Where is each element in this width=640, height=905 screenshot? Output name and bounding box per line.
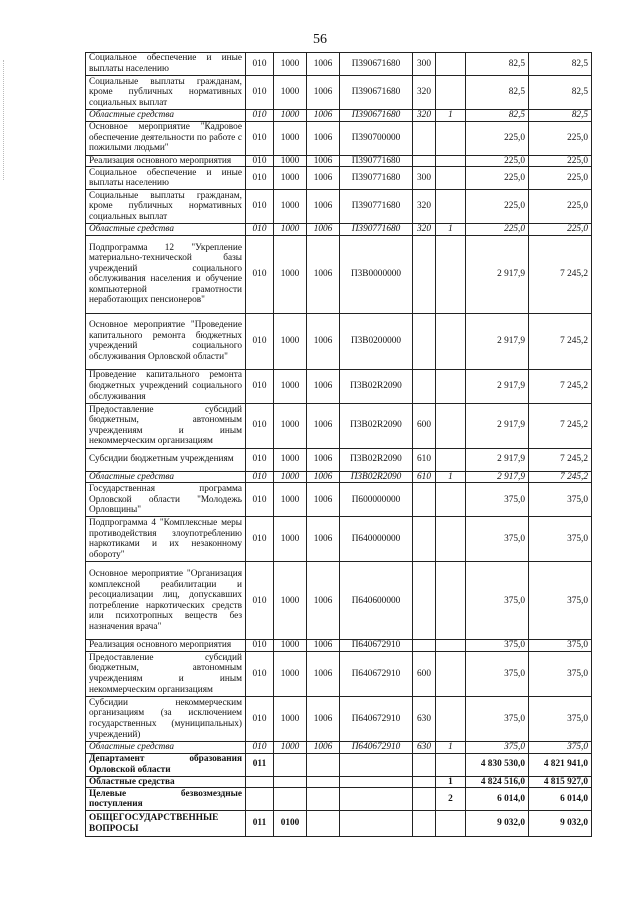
- row-target-article: П640672910: [340, 640, 413, 652]
- row-expense-type: 600: [413, 403, 436, 448]
- row-subsection-code: 1006: [307, 562, 340, 640]
- row-grbs-code: 010: [246, 53, 274, 76]
- row-section-code: 1000: [274, 562, 307, 640]
- row-section-code: 1000: [274, 167, 307, 190]
- row-section-code: 1000: [274, 741, 307, 753]
- row-amount-year2: 375,0: [529, 741, 592, 753]
- row-subsection-code: 1006: [307, 741, 340, 753]
- row-amount-year1: 2 917,9: [466, 471, 529, 483]
- row-amount-year1: 375,0: [466, 517, 529, 562]
- row-subsection-code: 1006: [307, 651, 340, 696]
- table-row: [86, 448, 592, 471]
- row-subsection-code: [307, 753, 340, 776]
- row-grbs-code: [246, 776, 274, 788]
- row-target-article: П640000000: [340, 517, 413, 562]
- row-section-code: [274, 753, 307, 776]
- row-expense-type: [413, 235, 436, 313]
- row-subsection-code: 1006: [307, 640, 340, 652]
- row-amount-year1: 225,0: [466, 167, 529, 190]
- row-section-code: 1000: [274, 121, 307, 155]
- row-amount-year1: 375,0: [466, 483, 529, 517]
- row-grbs-code: 010: [246, 76, 274, 110]
- row-amount-year1: 82,5: [466, 53, 529, 76]
- row-name: Областные средства: [86, 776, 246, 788]
- row-grbs-code: 011: [246, 811, 274, 837]
- row-subsection-code: 1006: [307, 190, 340, 224]
- row-grbs-code: 010: [246, 483, 274, 517]
- row-grbs-code: 010: [246, 190, 274, 224]
- row-amount-year1: 225,0: [466, 155, 529, 167]
- row-funding-source: [436, 562, 466, 640]
- row-funding-source: 1: [436, 741, 466, 753]
- row-target-article: П640672910: [340, 741, 413, 753]
- row-subsection-code: 1006: [307, 471, 340, 483]
- row-amount-year2: 7 245,2: [529, 471, 592, 483]
- row-section-code: 1000: [274, 313, 307, 369]
- row-amount-year1: 2 917,9: [466, 313, 529, 369]
- row-amount-year2: 375,0: [529, 696, 592, 741]
- row-name: Областные средства: [86, 110, 246, 122]
- row-grbs-code: 011: [246, 753, 274, 776]
- row-amount-year2: 375,0: [529, 562, 592, 640]
- row-funding-source: 2: [436, 788, 466, 811]
- row-grbs-code: 010: [246, 696, 274, 741]
- row-funding-source: [436, 53, 466, 76]
- row-funding-source: [436, 483, 466, 517]
- row-expense-type: 610: [413, 448, 436, 471]
- row-amount-year2: 375,0: [529, 517, 592, 562]
- row-amount-year1: 4 830 530,0: [466, 753, 529, 776]
- row-name: Подпрограмма 12 "Укрепление материально-технической базы учреждений социального обслуживания населения и обучение компьютерной грамотности неработающих пенсионеров": [86, 235, 246, 313]
- row-grbs-code: 010: [246, 562, 274, 640]
- row-subsection-code: 1006: [307, 403, 340, 448]
- row-name: Социальное обеспечение и иные выплаты населению: [86, 53, 246, 76]
- row-expense-type: 320: [413, 224, 436, 236]
- row-amount-year2: 375,0: [529, 651, 592, 696]
- row-expense-type: [413, 369, 436, 403]
- row-funding-source: [436, 651, 466, 696]
- row-expense-type: 600: [413, 651, 436, 696]
- row-amount-year1: 4 824 516,0: [466, 776, 529, 788]
- row-name: Социальные выплаты гражданам, кроме публичных нормативных социальных выплат: [86, 190, 246, 224]
- row-name: Реализация основного мероприятия: [86, 155, 246, 167]
- row-target-article: П390771680: [340, 190, 413, 224]
- row-target-article: П640600000: [340, 562, 413, 640]
- row-funding-source: 1: [436, 224, 466, 236]
- row-section-code: 1000: [274, 471, 307, 483]
- row-funding-source: [436, 640, 466, 652]
- row-amount-year2: 82,5: [529, 110, 592, 122]
- page-number: 56: [313, 32, 327, 47]
- row-grbs-code: 010: [246, 155, 274, 167]
- row-amount-year2: 225,0: [529, 190, 592, 224]
- row-section-code: 1000: [274, 155, 307, 167]
- row-target-article: П390771680: [340, 224, 413, 236]
- row-section-code: 1000: [274, 696, 307, 741]
- row-amount-year2: 82,5: [529, 76, 592, 110]
- row-subsection-code: 1006: [307, 155, 340, 167]
- row-grbs-code: 010: [246, 121, 274, 155]
- scan-edge-mark: [3, 60, 5, 180]
- row-grbs-code: 010: [246, 517, 274, 562]
- row-section-code: 1000: [274, 369, 307, 403]
- table-row: [86, 369, 592, 403]
- row-subsection-code: 1006: [307, 224, 340, 236]
- row-amount-year1: 2 917,9: [466, 235, 529, 313]
- row-name: Предоставление субсидий бюджетным, автономным учреждениям и иным некоммерческим организациям: [86, 651, 246, 696]
- row-expense-type: 320: [413, 110, 436, 122]
- row-section-code: 1000: [274, 224, 307, 236]
- row-subsection-code: 1006: [307, 110, 340, 122]
- row-funding-source: [436, 448, 466, 471]
- row-target-article: [340, 753, 413, 776]
- row-funding-source: [436, 155, 466, 167]
- row-funding-source: [436, 811, 466, 837]
- row-amount-year2: 225,0: [529, 155, 592, 167]
- row-amount-year2: 225,0: [529, 167, 592, 190]
- table-row: [86, 811, 592, 837]
- row-amount-year2: 225,0: [529, 121, 592, 155]
- row-section-code: [274, 788, 307, 811]
- row-section-code: 0100: [274, 811, 307, 837]
- row-amount-year2: 82,5: [529, 53, 592, 76]
- row-expense-type: 630: [413, 741, 436, 753]
- row-amount-year2: 9 032,0: [529, 811, 592, 837]
- row-funding-source: [436, 696, 466, 741]
- row-funding-source: [436, 235, 466, 313]
- table-row: [86, 753, 592, 776]
- row-amount-year2: 7 245,2: [529, 235, 592, 313]
- row-section-code: 1000: [274, 517, 307, 562]
- row-name: Социальное обеспечение и иные выплаты населению: [86, 167, 246, 190]
- row-amount-year1: 2 917,9: [466, 403, 529, 448]
- row-subsection-code: 1006: [307, 313, 340, 369]
- row-expense-type: [413, 640, 436, 652]
- row-expense-type: [413, 517, 436, 562]
- row-expense-type: [413, 562, 436, 640]
- row-subsection-code: 1006: [307, 167, 340, 190]
- table-row: [86, 471, 592, 483]
- row-amount-year2: 7 245,2: [529, 448, 592, 471]
- row-section-code: 1000: [274, 640, 307, 652]
- row-subsection-code: 1006: [307, 517, 340, 562]
- row-expense-type: [413, 788, 436, 811]
- row-amount-year2: 7 245,2: [529, 313, 592, 369]
- row-name: Проведение капитального ремонта бюджетных учреждений социального обслуживания: [86, 369, 246, 403]
- row-subsection-code: 1006: [307, 235, 340, 313]
- row-name: Государственная программа Орловской области "Молодежь Орловщины": [86, 483, 246, 517]
- table-row: [86, 76, 592, 110]
- table-row: [86, 155, 592, 167]
- row-target-article: П3В0200000: [340, 313, 413, 369]
- row-amount-year2: 375,0: [529, 640, 592, 652]
- row-amount-year1: 375,0: [466, 741, 529, 753]
- row-expense-type: 320: [413, 76, 436, 110]
- row-subsection-code: 1006: [307, 369, 340, 403]
- row-grbs-code: 010: [246, 651, 274, 696]
- table-row: [86, 517, 592, 562]
- row-name: Целевые безвозмездные поступления: [86, 788, 246, 811]
- row-subsection-code: 1006: [307, 76, 340, 110]
- row-name: Предоставление субсидий бюджетным, автономным учреждениям и иным некоммерческим организациям: [86, 403, 246, 448]
- table-row: [86, 313, 592, 369]
- row-section-code: 1000: [274, 76, 307, 110]
- row-target-article: П390771680: [340, 155, 413, 167]
- row-amount-year1: 9 032,0: [466, 811, 529, 837]
- row-amount-year1: 2 917,9: [466, 369, 529, 403]
- table-row: [86, 224, 592, 236]
- row-grbs-code: 010: [246, 741, 274, 753]
- row-target-article: П3В0000000: [340, 235, 413, 313]
- row-funding-source: [436, 313, 466, 369]
- row-funding-source: [436, 753, 466, 776]
- row-subsection-code: 1006: [307, 121, 340, 155]
- row-name: Областные средства: [86, 224, 246, 236]
- row-target-article: П390671680: [340, 110, 413, 122]
- row-target-article: П390700000: [340, 121, 413, 155]
- row-grbs-code: 010: [246, 110, 274, 122]
- row-grbs-code: 010: [246, 235, 274, 313]
- table-row: [86, 121, 592, 155]
- row-section-code: 1000: [274, 235, 307, 313]
- row-section-code: 1000: [274, 190, 307, 224]
- table-row: [86, 741, 592, 753]
- row-funding-source: [436, 167, 466, 190]
- row-section-code: 1000: [274, 651, 307, 696]
- row-target-article: П3В02R2090: [340, 403, 413, 448]
- row-funding-source: [436, 76, 466, 110]
- row-expense-type: 320: [413, 190, 436, 224]
- table-row: [86, 651, 592, 696]
- row-amount-year1: 225,0: [466, 224, 529, 236]
- row-name: ОБЩЕГОСУДАРСТВЕННЫЕ ВОПРОСЫ: [86, 811, 246, 837]
- row-subsection-code: 1006: [307, 483, 340, 517]
- row-expense-type: [413, 121, 436, 155]
- row-amount-year1: 6 014,0: [466, 788, 529, 811]
- budget-table-body: [86, 53, 592, 837]
- row-subsection-code: 1006: [307, 696, 340, 741]
- row-funding-source: 1: [436, 471, 466, 483]
- row-grbs-code: 010: [246, 640, 274, 652]
- row-target-article: [340, 776, 413, 788]
- row-expense-type: 630: [413, 696, 436, 741]
- row-expense-type: [413, 155, 436, 167]
- row-target-article: П3В02R2090: [340, 471, 413, 483]
- row-name: Основное мероприятие "Организация комплексной реабилитации и ресоциализации лиц, допускавших потребление наркотических средств или психотропных веществ без назначения врача": [86, 562, 246, 640]
- row-amount-year2: 225,0: [529, 224, 592, 236]
- table-row: [86, 562, 592, 640]
- row-section-code: 1000: [274, 403, 307, 448]
- row-expense-type: 610: [413, 471, 436, 483]
- table-row: [86, 483, 592, 517]
- row-target-article: П390771680: [340, 167, 413, 190]
- row-funding-source: [436, 403, 466, 448]
- row-target-article: П3В02R2090: [340, 448, 413, 471]
- row-target-article: П640672910: [340, 696, 413, 741]
- row-funding-source: 1: [436, 110, 466, 122]
- table-row: [86, 167, 592, 190]
- row-expense-type: [413, 313, 436, 369]
- row-name: Подпрограмма 4 "Комплексные меры противодействия злоупотреблению наркотиками и их незаконному обороту": [86, 517, 246, 562]
- row-expense-type: 300: [413, 167, 436, 190]
- row-grbs-code: [246, 788, 274, 811]
- table-row: [86, 696, 592, 741]
- table-row: [86, 235, 592, 313]
- row-section-code: 1000: [274, 448, 307, 471]
- row-name: Областные средства: [86, 471, 246, 483]
- row-name: Субсидии бюджетным учреждениям: [86, 448, 246, 471]
- row-section-code: 1000: [274, 483, 307, 517]
- row-grbs-code: 010: [246, 448, 274, 471]
- row-target-article: П390671680: [340, 76, 413, 110]
- row-amount-year2: 4 821 941,0: [529, 753, 592, 776]
- row-section-code: [274, 776, 307, 788]
- row-amount-year1: 375,0: [466, 562, 529, 640]
- row-name: Субсидии некоммерческим организациям (за исключением государственных (муниципальных) учреждений): [86, 696, 246, 741]
- row-expense-type: [413, 483, 436, 517]
- row-expense-type: 300: [413, 53, 436, 76]
- row-target-article: П600000000: [340, 483, 413, 517]
- row-target-article: П390671680: [340, 53, 413, 76]
- row-amount-year1: 2 917,9: [466, 448, 529, 471]
- row-funding-source: 1: [436, 776, 466, 788]
- row-target-article: [340, 811, 413, 837]
- row-subsection-code: 1006: [307, 53, 340, 76]
- table-row: [86, 403, 592, 448]
- row-grbs-code: 010: [246, 224, 274, 236]
- row-target-article: П3В02R2090: [340, 369, 413, 403]
- row-section-code: 1000: [274, 110, 307, 122]
- row-funding-source: [436, 517, 466, 562]
- row-funding-source: [436, 121, 466, 155]
- row-subsection-code: 1006: [307, 448, 340, 471]
- table-row: [86, 776, 592, 788]
- row-name: Основное мероприятие "Проведение капитального ремонта бюджетных учреждений социального обслуживания Орловской области": [86, 313, 246, 369]
- row-amount-year2: 7 245,2: [529, 403, 592, 448]
- row-grbs-code: 010: [246, 167, 274, 190]
- row-grbs-code: 010: [246, 313, 274, 369]
- row-section-code: 1000: [274, 53, 307, 76]
- row-subsection-code: [307, 776, 340, 788]
- table-row: [86, 640, 592, 652]
- row-name: Департамент образования Орловской области: [86, 753, 246, 776]
- row-target-article: П640672910: [340, 651, 413, 696]
- table-row: [86, 53, 592, 76]
- row-name: Реализация основного мероприятия: [86, 640, 246, 652]
- row-funding-source: [436, 190, 466, 224]
- row-name: Социальные выплаты гражданам, кроме публичных нормативных социальных выплат: [86, 76, 246, 110]
- row-target-article: [340, 788, 413, 811]
- row-subsection-code: [307, 788, 340, 811]
- row-funding-source: [436, 369, 466, 403]
- row-subsection-code: [307, 811, 340, 837]
- row-expense-type: [413, 776, 436, 788]
- row-grbs-code: 010: [246, 369, 274, 403]
- table-row: [86, 190, 592, 224]
- row-amount-year1: 225,0: [466, 121, 529, 155]
- row-amount-year1: 82,5: [466, 76, 529, 110]
- row-amount-year2: 375,0: [529, 483, 592, 517]
- row-amount-year1: 82,5: [466, 110, 529, 122]
- row-amount-year2: 6 014,0: [529, 788, 592, 811]
- row-amount-year1: 225,0: [466, 190, 529, 224]
- row-amount-year1: 375,0: [466, 696, 529, 741]
- table-row: [86, 788, 592, 811]
- row-amount-year1: 375,0: [466, 651, 529, 696]
- budget-table: [85, 52, 592, 837]
- row-amount-year2: 7 245,2: [529, 369, 592, 403]
- row-name: Основное мероприятие "Кадровое обеспечение деятельности по работе с пожилыми людьми": [86, 121, 246, 155]
- row-grbs-code: 010: [246, 471, 274, 483]
- table-row: [86, 110, 592, 122]
- row-name: Областные средства: [86, 741, 246, 753]
- row-amount-year1: 375,0: [466, 640, 529, 652]
- row-grbs-code: 010: [246, 403, 274, 448]
- row-amount-year2: 4 815 927,0: [529, 776, 592, 788]
- row-expense-type: [413, 753, 436, 776]
- row-expense-type: [413, 811, 436, 837]
